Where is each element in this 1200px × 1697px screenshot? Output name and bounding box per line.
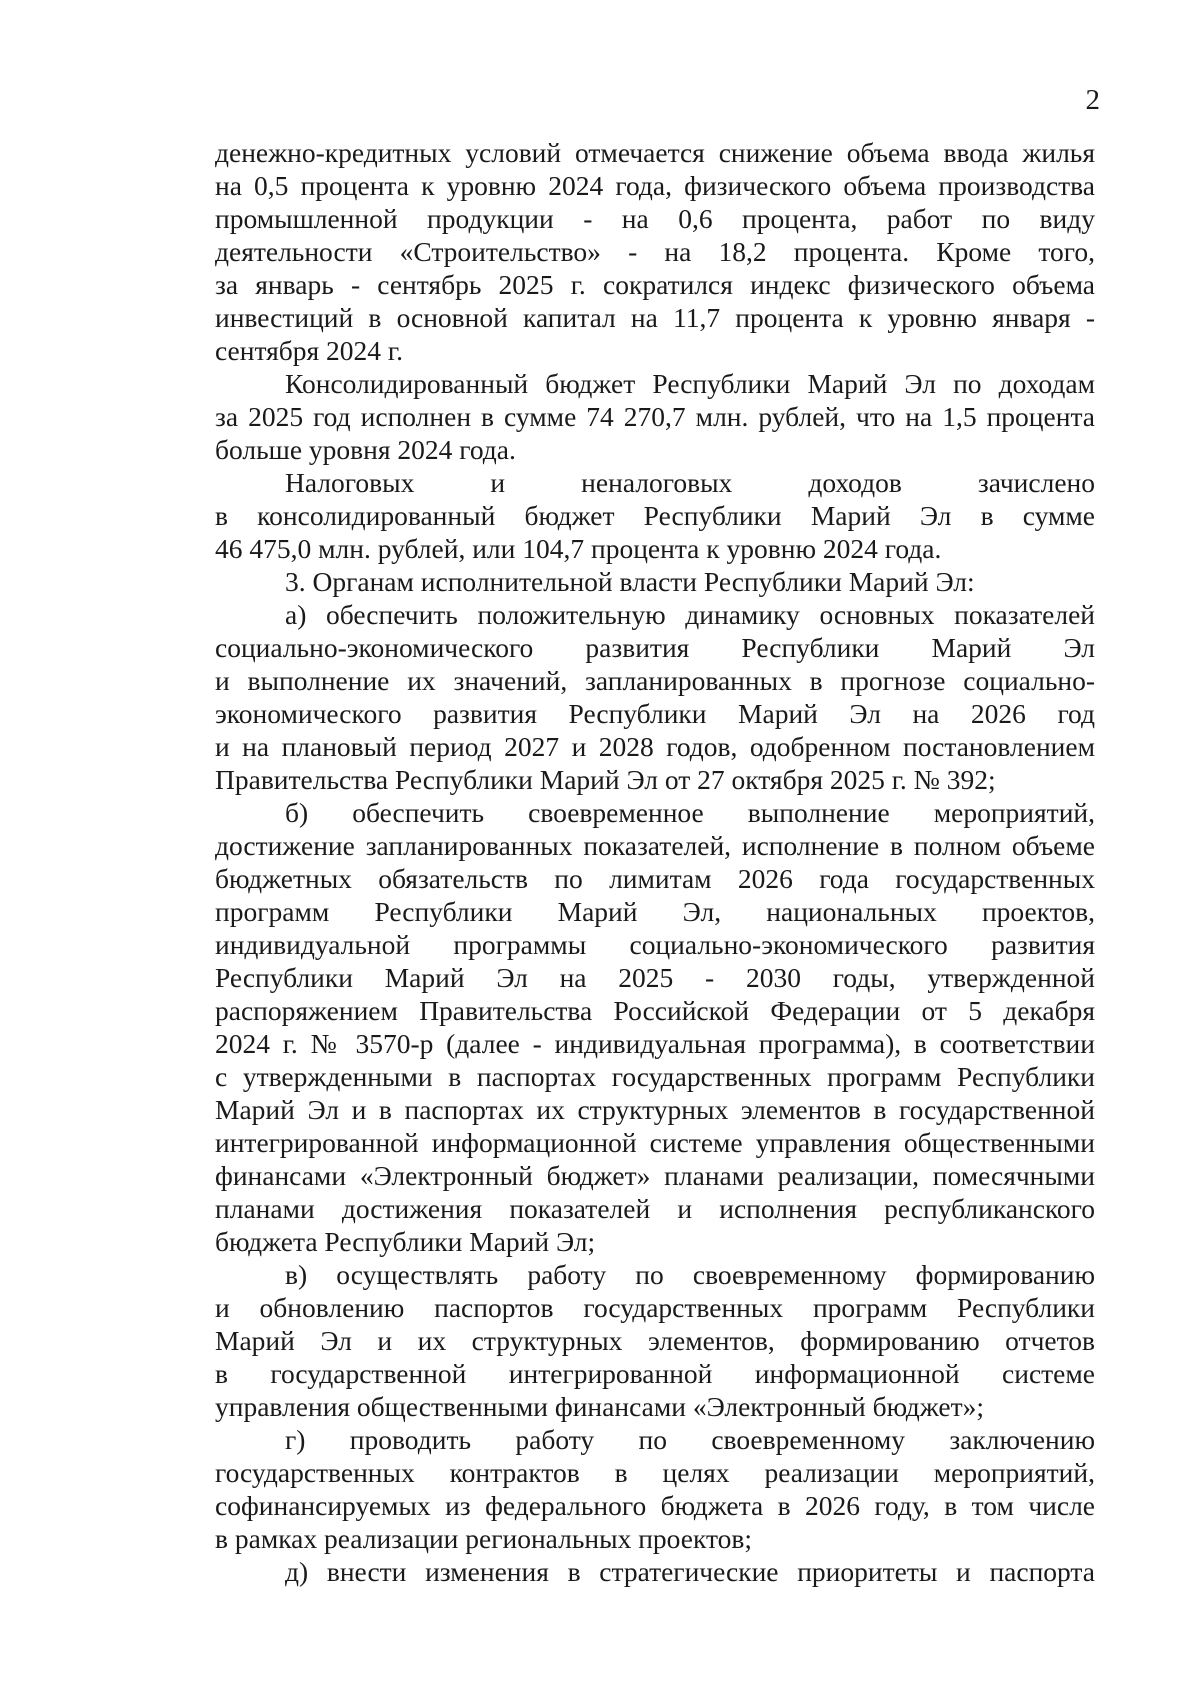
text-line: сентября 2024 г. — [215, 335, 403, 366]
text-line: на 0,5 процента к уровню 2024 года, физического объема производства — [215, 170, 1095, 201]
paragraph-p9 — [215, 1555, 1095, 1588]
text-line: за январь - сентябрь 2025 г. сократился индекс физического объема — [215, 269, 1095, 300]
text-line: государственных контрактов в целях реализации мероприятий, — [215, 1457, 1095, 1488]
text-line: распоряжением Правительства Российской Федерации от 5 декабря — [215, 995, 1095, 1026]
text-line: бюджетных обязательств по лимитам 2026 года государственных — [215, 863, 1095, 894]
text-line: г) проводить работу по своевременному заключению — [285, 1424, 1095, 1455]
text-line: и обновлению паспортов государственных программ Республики — [215, 1292, 1095, 1323]
text-line: а) обеспечить положительную динамику основных показателей — [285, 599, 1095, 630]
text-line: Консолидированный бюджет Республики Марий Эл по доходам — [285, 368, 1095, 399]
text-line: в рамках реализации региональных проектов; — [215, 1523, 753, 1554]
text-line: планами достижения показателей и исполнения республиканского — [215, 1193, 1095, 1224]
text-line: 2024 г. № 3570-р (далее - индивидуальная программа), в соответствии — [215, 1028, 1095, 1059]
text-line: с утвержденными в паспортах государственных программ Республики — [215, 1061, 1095, 1092]
text-line: 3. Органам исполнительной власти Республики Марий Эл: — [285, 566, 975, 597]
page-number: 2 — [1085, 84, 1100, 116]
text-line: Налоговых и неналоговых доходов зачислено — [285, 467, 1095, 498]
text-line: б) обеспечить своевременное выполнение мероприятий, — [285, 797, 1095, 828]
document-body — [215, 136, 1095, 1588]
text-line: промышленной продукции - на 0,6 процента, работ по виду — [215, 203, 1095, 234]
text-line: индивидуальной программы социально-экономического развития — [215, 929, 1095, 960]
text-line: управления общественными финансами «Электронный бюджет»; — [215, 1391, 985, 1422]
text-line: больше уровня 2024 года. — [215, 434, 516, 465]
text-line: программ Республики Марий Эл, национальных проектов, — [215, 896, 1095, 927]
text-line: в консолидированный бюджет Республики Марий Эл в сумме — [215, 500, 1095, 531]
text-line: и выполнение их значений, запланированных в прогнозе социально- — [215, 665, 1095, 696]
text-line: Правительства Республики Марий Эл от 27 октября 2025 г. № 392; — [215, 764, 996, 795]
paragraph-p8 — [215, 1423, 1095, 1555]
text-line: денежно-кредитных условий отмечается снижение объема ввода жилья — [215, 137, 1095, 168]
paragraph-p6 — [215, 796, 1095, 1258]
text-line: бюджета Республики Марий Эл; — [215, 1226, 596, 1257]
text-line: за 2025 год исполнен в сумме 74 270,7 млн. рублей, что на 1,5 процента — [215, 401, 1095, 432]
paragraph-p5 — [215, 598, 1095, 796]
text-line: софинансируемых из федерального бюджета в 2026 году, в том числе — [215, 1490, 1095, 1521]
text-line: д) внести изменения в стратегические приоритеты и паспорта — [285, 1556, 1095, 1587]
text-line: инвестиций в основной капитал на 11,7 процента к уровню января - — [215, 302, 1095, 333]
text-line: интегрированной информационной системе управления общественными — [215, 1127, 1095, 1158]
text-line: в) осуществлять работу по своевременному формированию — [285, 1259, 1095, 1290]
paragraph-p2 — [215, 367, 1095, 466]
text-line: социально-экономического развития Республики Марий Эл — [215, 632, 1095, 663]
text-line: и на плановый период 2027 и 2028 годов, одобренном постановлением — [215, 731, 1095, 762]
text-line: экономического развития Республики Марий Эл на 2026 год — [215, 698, 1095, 729]
text-line: финансами «Электронный бюджет» планами реализации, помесячными — [215, 1160, 1095, 1191]
text-line: Республики Марий Эл на 2025 - 2030 годы, утвержденной — [215, 962, 1095, 993]
text-line: деятельности «Строительство» - на 18,2 процента. Кроме того, — [215, 236, 1095, 267]
text-line: 46 475,0 млн. рублей, или 104,7 процента к уровню 2024 года. — [215, 533, 942, 564]
text-line: Марий Эл и в паспортах их структурных элементов в государственной — [215, 1094, 1095, 1125]
paragraph-p3 — [215, 466, 1095, 565]
text-line: в государственной интегрированной информационной системе — [215, 1358, 1095, 1389]
paragraph-p1 — [215, 136, 1095, 367]
paragraph-p4 — [215, 565, 1095, 598]
text-line: Марий Эл и их структурных элементов, формированию отчетов — [215, 1325, 1095, 1356]
text-line: достижение запланированных показателей, исполнение в полном объеме — [215, 830, 1095, 861]
paragraph-p7 — [215, 1258, 1095, 1423]
